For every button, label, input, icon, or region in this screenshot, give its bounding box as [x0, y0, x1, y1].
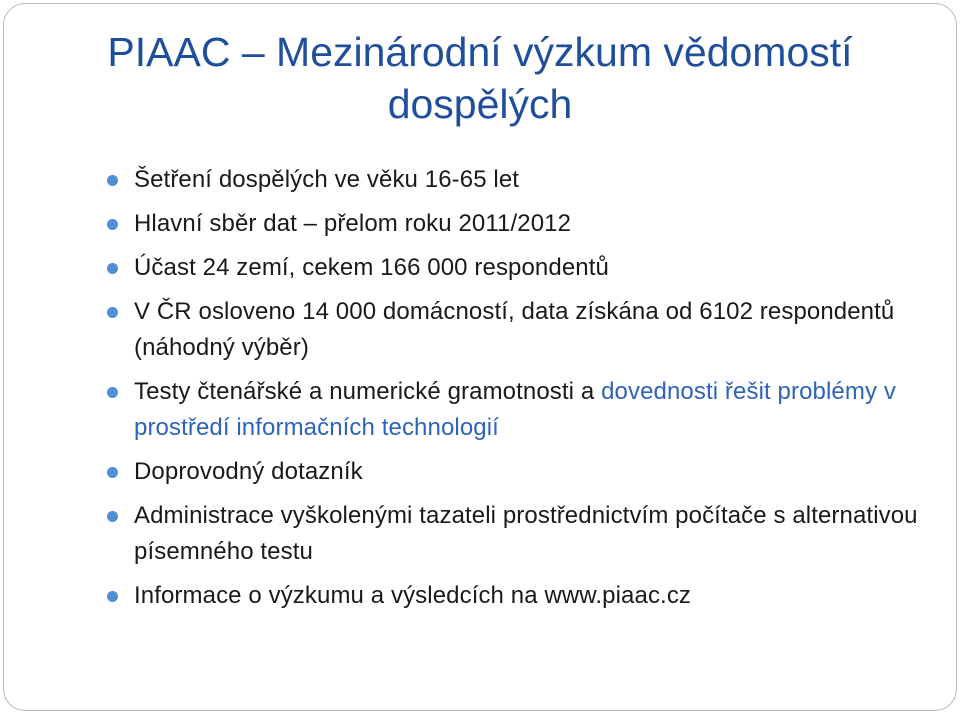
bullet-dot-icon	[107, 387, 118, 398]
bullet-text: V ČR osloveno 14 000 domácností, data získána od 6102 respondentů (náhodný výběr)	[134, 298, 895, 361]
bullet-dot-icon	[107, 467, 118, 478]
slide-title: PIAAC – Mezinárodní výzkum vědomostí dospělých	[107, 29, 853, 127]
bullet-item	[104, 206, 924, 242]
bullet-item	[104, 294, 924, 366]
bullet-item	[104, 578, 924, 614]
bullet-text: Šetření dospělých ve věku 16-65 let	[134, 166, 520, 193]
bullet-item	[104, 250, 924, 286]
bullet-highlight-text: dovednosti řešit problémy v prostředí informačních technologií	[134, 378, 896, 441]
bullet-dot-icon	[107, 591, 118, 602]
bullet-list	[104, 162, 924, 622]
bullet-dot-icon	[107, 263, 118, 274]
bullet-item	[104, 454, 924, 490]
slide	[3, 3, 957, 711]
bullet-item	[104, 162, 924, 198]
bullet-item	[104, 498, 924, 570]
bullet-item	[104, 374, 924, 446]
bullet-dot-icon	[107, 511, 118, 522]
bullet-dot-icon	[107, 307, 118, 318]
bullet-text: Účast 24 zemí, cekem 166 000 respondentů	[134, 254, 609, 281]
bullet-text: Doprovodný dotazník	[134, 458, 363, 485]
bullet-text: Administrace vyškolenými tazateli prostřednictvím počítače s alternativou písemného testu	[134, 502, 918, 565]
bullet-text: Hlavní sběr dat – přelom roku 2011/2012	[134, 210, 572, 237]
bullet-text: Informace o výzkumu a výsledcích na www.piaac.cz	[134, 582, 692, 609]
bullet-dot-icon	[107, 219, 118, 230]
bullet-dot-icon	[107, 175, 118, 186]
bullet-text: Testy čtenářské a numerické gramotnosti a	[134, 378, 602, 405]
